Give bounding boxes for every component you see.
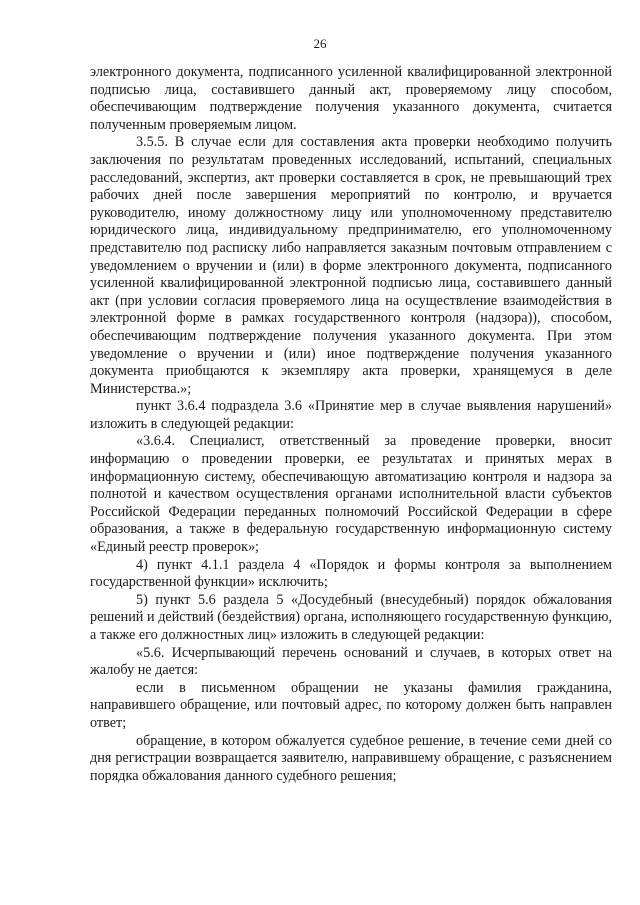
- paragraph-item-5: 5) пункт 5.6 раздела 5 «Досудебный (внесудебный) порядок обжалования решений и действий (бездействия) органа, исполняющего государственную функцию, а также его должностных лиц» изложить в следующей редакции:: [90, 591, 612, 643]
- document-body: [90, 64, 612, 785]
- paragraph-case-2: обращение, в котором обжалуется судебное решение, в течение семи дней со дня регистрации возвращается заявителю, направившему обращение, с разъяснением порядка обжалования данного судебного решения;: [90, 732, 612, 784]
- paragraph-continuation: электронного документа, подписанного усиленной квалифицированной электронной подписью лица, составившего данный акт, проверяемому лицу способом, обеспечивающим подтверждение получения указанного документа, считается полученным проверяемым лицом.: [90, 64, 612, 133]
- paragraph-5-6: «5.6. Исчерпывающий перечень оснований и случаев, в которых ответ на жалобу не дается:: [90, 644, 612, 679]
- paragraph-case-1: если в письменном обращении не указаны фамилия гражданина, направившего обращение, или почтовый адрес, по которому должен быть направлен ответ;: [90, 679, 612, 731]
- paragraph-item-4: 4) пункт 4.1.1 раздела 4 «Порядок и формы контроля за выполнением государственной функции» исключить;: [90, 556, 612, 591]
- paragraph-3-6-4-text: «3.6.4. Специалист, ответственный за проведение проверки, вносит информацию о проведении проверки, ее результатах и принятых мерах в информационную систему, обеспечивающую автоматизацию контроля и надзора за полнотой и качеством осуществления органами исполнительной власти субъектов Российской Федерации переданных полномочий Российской Федерации в сфере образования, а также в федеральную государственную информационную систему «Единый реестр проверок»;: [90, 433, 612, 556]
- paragraph-item-3-6-4: пункт 3.6.4 подраздела 3.6 «Принятие мер в случае выявления нарушений» изложить в следующей редакции:: [90, 398, 612, 432]
- paragraph-3-5-5: 3.5.5. В случае если для составления акта проверки необходимо получить заключения по результатам проведенных исследований, испытаний, специальных расследований, экспертиз, акт проверки составляется в срок, не превышающий трех рабочих дней после завершения мероприятий по контролю, и вручается руководителю, иному должностному лицу или уполномоченному представителю юридического лица, индивидуальному предпринимателю, его уполномоченному представителю под расписку либо направляется заказным почтовым отправлением с уведомлением о вручении и (или) в форме электронного документа, подписанного усиленной квалифицированной электронной подписью лица, составившего данный акт (при условии согласия проверяемого лица на осуществление взаимодействия в электронной форме в рамках государственного контроля (надзора)), способом, обеспечивающим подтверждение получения указанного документа. При этом уведомление о вручении и (или) иное подтверждение получения указанного документа приобщаются к экземпляру акта проверки, хранящемуся в деле Министерства.»;: [90, 134, 612, 397]
- page-number: 26: [313, 36, 327, 51]
